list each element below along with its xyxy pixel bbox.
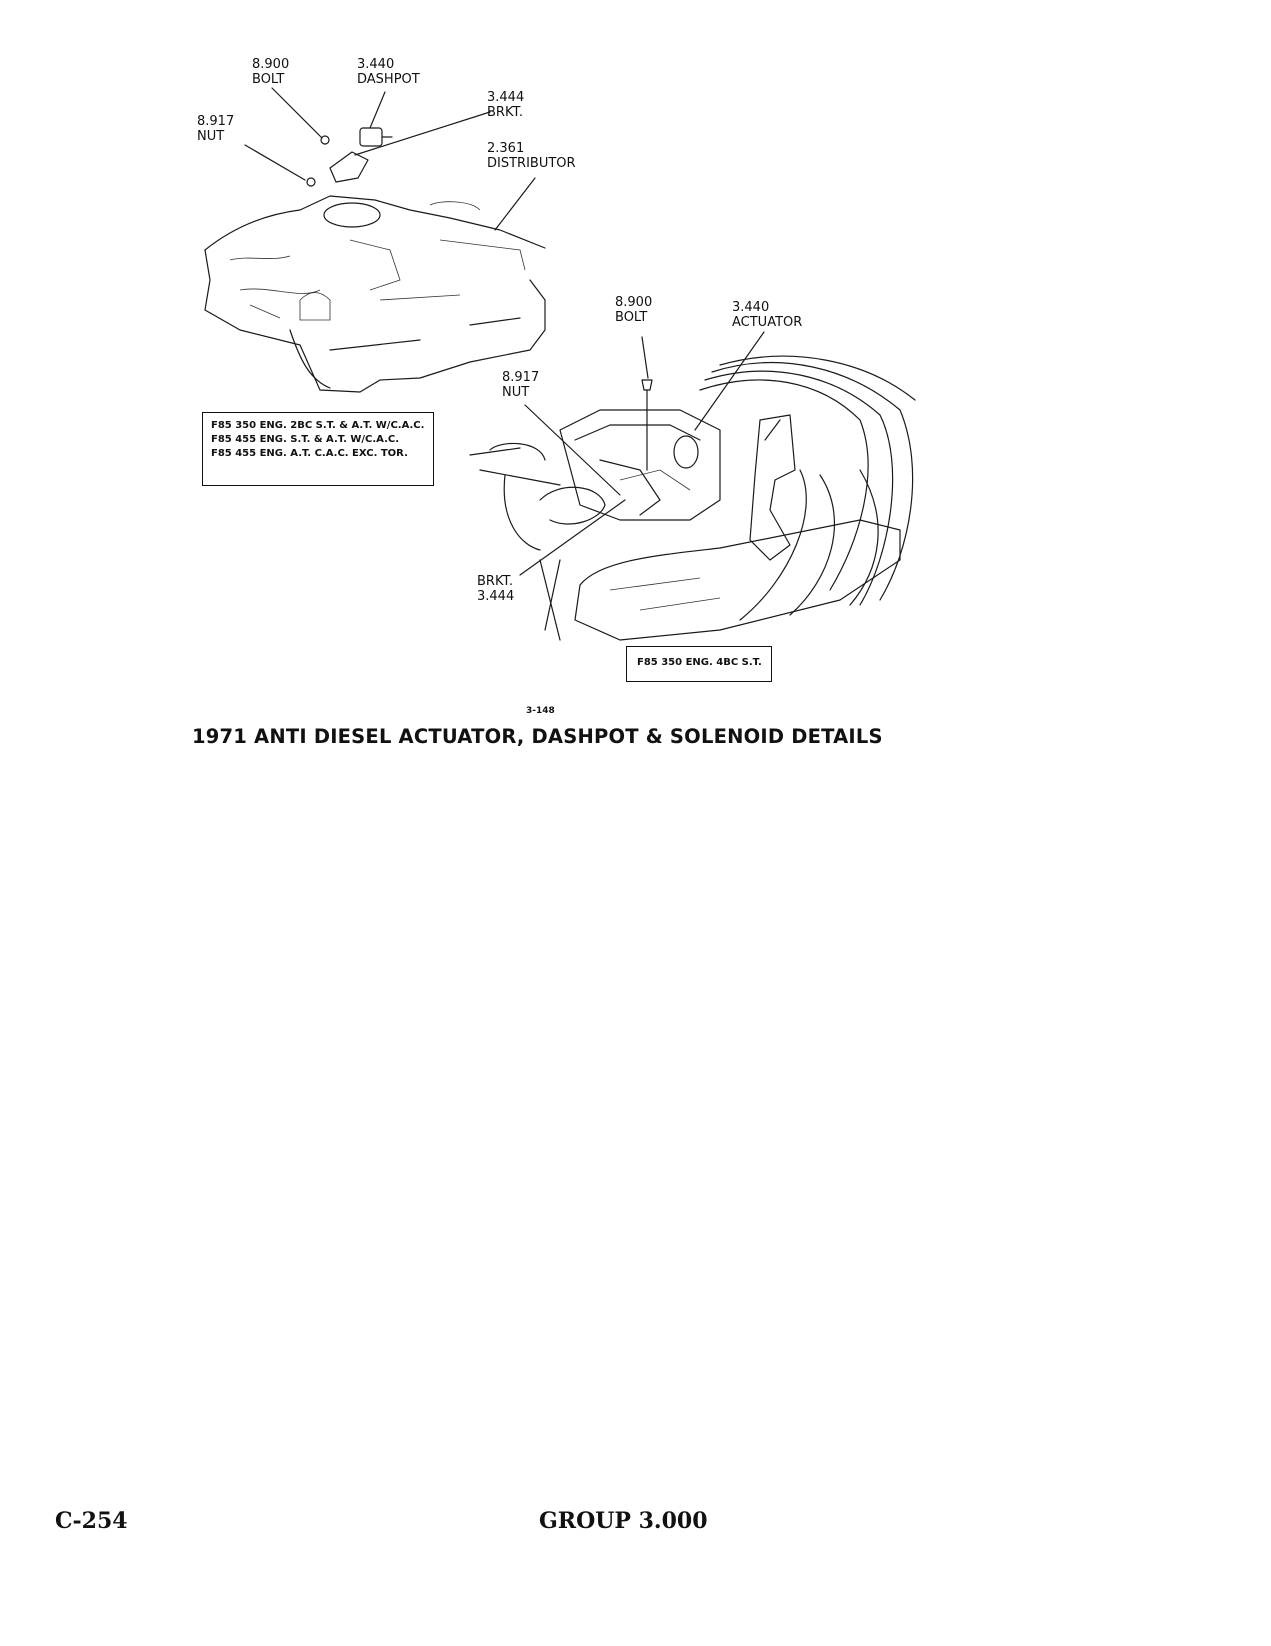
label-number: 8.900: [252, 57, 290, 72]
figure-number: 3-148: [526, 706, 555, 716]
note-line: F85 350 ENG. 2BC S.T. & A.T. W/C.A.C.: [211, 420, 425, 431]
group-label: GROUP 3.000: [539, 1508, 708, 1534]
label-bolt-top: [252, 57, 289, 87]
label-number: 2.361: [487, 141, 525, 156]
label-name: DISTRIBUTOR: [487, 156, 576, 171]
label-nut-bottom: [502, 370, 539, 400]
label-distributor-top: [487, 141, 576, 171]
label-name: BRKT.: [487, 105, 523, 120]
label-name: NUT: [197, 129, 225, 144]
label-name: BRKT.: [477, 574, 513, 589]
label-number: 8.917: [197, 114, 235, 129]
label-number: 3.440: [732, 300, 770, 315]
note-box-bottom: [626, 646, 772, 682]
label-number: 8.900: [615, 295, 653, 310]
label-brkt-top: [487, 90, 524, 120]
label-bolt-bottom: [615, 295, 652, 325]
label-number: 3.444: [477, 589, 515, 604]
label-number: 3.440: [357, 57, 395, 72]
label-number: 3.444: [487, 90, 525, 105]
label-name: ACTUATOR: [732, 315, 803, 330]
note-line: F85 455 ENG. S.T. & A.T. W/C.A.C.: [211, 434, 400, 445]
label-name: DASHPOT: [357, 72, 420, 87]
label-nut-top: [197, 114, 234, 144]
note-line: F85 455 ENG. A.T. C.A.C. EXC. TOR.: [211, 448, 408, 459]
label-actuator-bottom: [732, 300, 802, 330]
note-box-top: [202, 412, 434, 486]
label-dashpot-top: [357, 57, 420, 87]
note-line: F85 350 ENG. 4BC S.T.: [637, 657, 762, 668]
label-name: BOLT: [615, 310, 648, 325]
figure-caption: 1971 ANTI DIESEL ACTUATOR, DASHPOT & SOLENOID DETAILS: [192, 725, 883, 748]
label-brkt-bottom: [477, 574, 514, 604]
label-name: BOLT: [252, 72, 285, 87]
page-number: C-254: [55, 1508, 128, 1534]
label-number: 8.917: [502, 370, 540, 385]
top-engine-drawing: [205, 88, 545, 392]
label-name: NUT: [502, 385, 530, 400]
